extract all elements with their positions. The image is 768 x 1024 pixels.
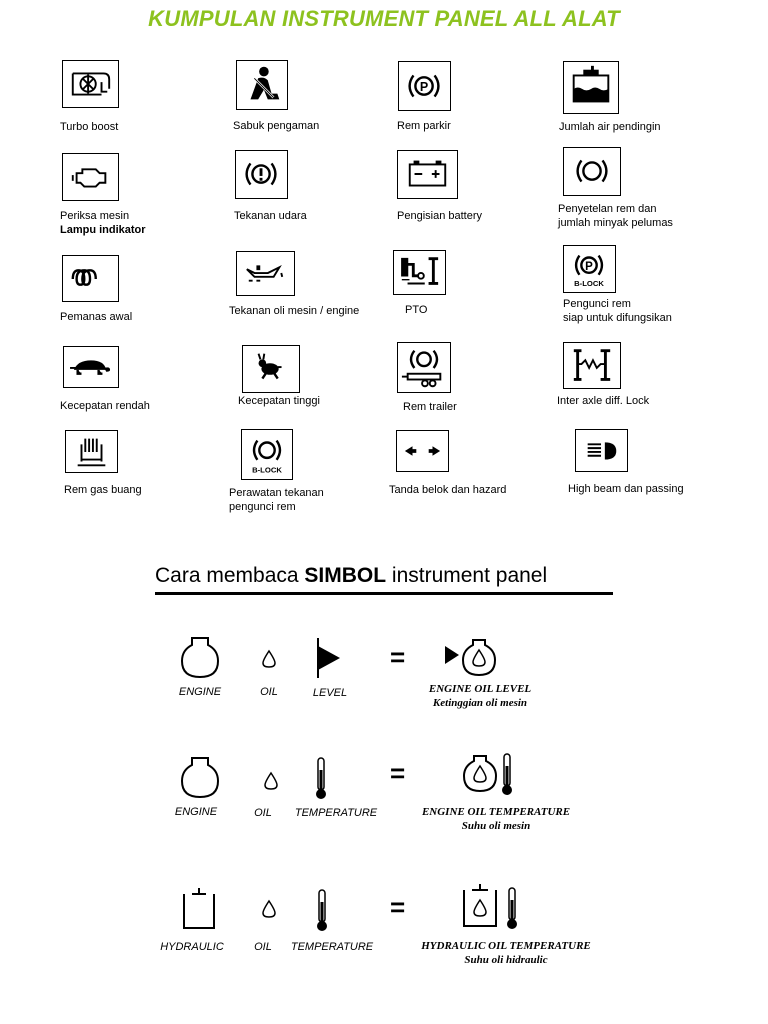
equals-sign: =: [390, 892, 406, 922]
panel-label: Turbo boost: [60, 121, 119, 133]
page-title: KUMPULAN INSTRUMENT PANEL ALL ALAT: [148, 6, 620, 31]
result-label: ENGINE OIL TEMPERATURE Suhu oli mesin: [421, 806, 571, 832]
high-beam-icon: [575, 429, 628, 472]
equals-sign: =: [390, 642, 406, 672]
symbol-label: OIL: [254, 941, 272, 953]
oil-drop-icon: [262, 650, 276, 668]
svg-text:P: P: [585, 260, 593, 273]
engine-oil-temperature-icon: [462, 752, 518, 800]
coolant-level-icon: [563, 61, 619, 114]
thermometer-icon: [313, 756, 329, 802]
panel-label: Pengunci rem siap untuk difungsikan: [563, 298, 672, 324]
engine-icon: [180, 756, 220, 800]
panel-label: Penyetelan rem dan jumlah minyak pelumas: [558, 203, 673, 229]
panel-label: Tanda belok dan hazard: [389, 484, 507, 496]
panel-label: Inter axle diff. Lock: [557, 395, 650, 407]
result-label: HYDRAULIC OIL TEMPERATURE Suhu oli hidraulic: [421, 940, 591, 966]
panel-label: Kecepatan tinggi: [238, 395, 320, 407]
panel-label: Rem trailer: [403, 401, 457, 413]
panel-label: Rem gas buang: [64, 484, 142, 496]
turtle-icon: [63, 346, 119, 388]
oil-drop-icon: [264, 772, 278, 790]
engine-oil-level-icon: [443, 636, 499, 680]
result-label: ENGINE OIL LEVEL Ketinggian oli mesin: [428, 683, 532, 709]
exhaust-brake-icon: [65, 430, 118, 473]
svg-text:P: P: [419, 79, 429, 94]
symbol-label: OIL: [254, 807, 272, 819]
thermometer-icon: [314, 888, 330, 934]
symbol-label: TEMPERATURE: [290, 941, 374, 953]
symbol-label: OIL: [260, 686, 278, 698]
panel-label: Jumlah air pendingin: [559, 121, 661, 133]
panel-label: Periksa mesin: [60, 210, 130, 222]
hydraulic-oil-temperature-icon: [462, 882, 522, 932]
engine-icon: [180, 636, 220, 680]
level-icon: [316, 638, 342, 678]
rabbit-icon: [242, 345, 300, 393]
panel-label: Tekanan udara: [234, 210, 307, 222]
section-heading: Cara membaca SIMBOL instrument panel: [155, 564, 548, 587]
panel-label: Kecepatan rendah: [60, 400, 150, 412]
divider: [155, 592, 613, 595]
svg-text:B-LOCK: B-LOCK: [252, 465, 282, 475]
axle-lock-icon: [563, 342, 621, 389]
air-pressure-icon: [235, 150, 288, 199]
symbol-label: ENGINE: [178, 686, 222, 698]
seatbelt-icon: [236, 60, 288, 110]
brake-lock-maintenance-icon: [241, 429, 293, 480]
oil-pressure-icon: [236, 251, 295, 296]
panel-label: Pemanas awal: [60, 311, 133, 323]
symbol-label: LEVEL: [312, 687, 348, 699]
panel-label: Tekanan oli mesin / engine: [229, 305, 360, 317]
check-engine-icon: [62, 153, 119, 201]
panel-sublabel: Lampu indikator: [60, 224, 146, 236]
svg-text:B-LOCK: B-LOCK: [574, 279, 604, 289]
panel-label: Pengisian battery: [397, 210, 482, 222]
panel-label: Perawatan tekanan pengunci rem: [229, 487, 324, 513]
symbol-label: ENGINE: [174, 806, 218, 818]
pto-icon: [393, 250, 446, 295]
panel-label: High beam dan passing: [568, 483, 684, 495]
parking-brake-icon: [398, 61, 451, 111]
trailer-brake-icon: [397, 342, 451, 393]
glow-plug-icon: [62, 255, 119, 302]
oil-drop-icon: [262, 900, 276, 918]
brake-lock-icon: [563, 245, 616, 293]
battery-icon: [397, 150, 458, 199]
symbol-label: TEMPERATURE: [294, 807, 378, 819]
hydraulic-tank-icon: [182, 886, 216, 930]
turn-signal-icon: [396, 430, 449, 472]
symbol-label: HYDRAULIC: [160, 941, 224, 953]
brake-adjust-icon: [563, 147, 621, 196]
panel-label: PTO: [405, 304, 428, 316]
panel-label: Sabuk pengaman: [233, 120, 320, 132]
panel-label: Rem parkir: [397, 120, 451, 132]
equals-sign: =: [390, 758, 406, 788]
turbo-boost-icon: [62, 60, 119, 108]
